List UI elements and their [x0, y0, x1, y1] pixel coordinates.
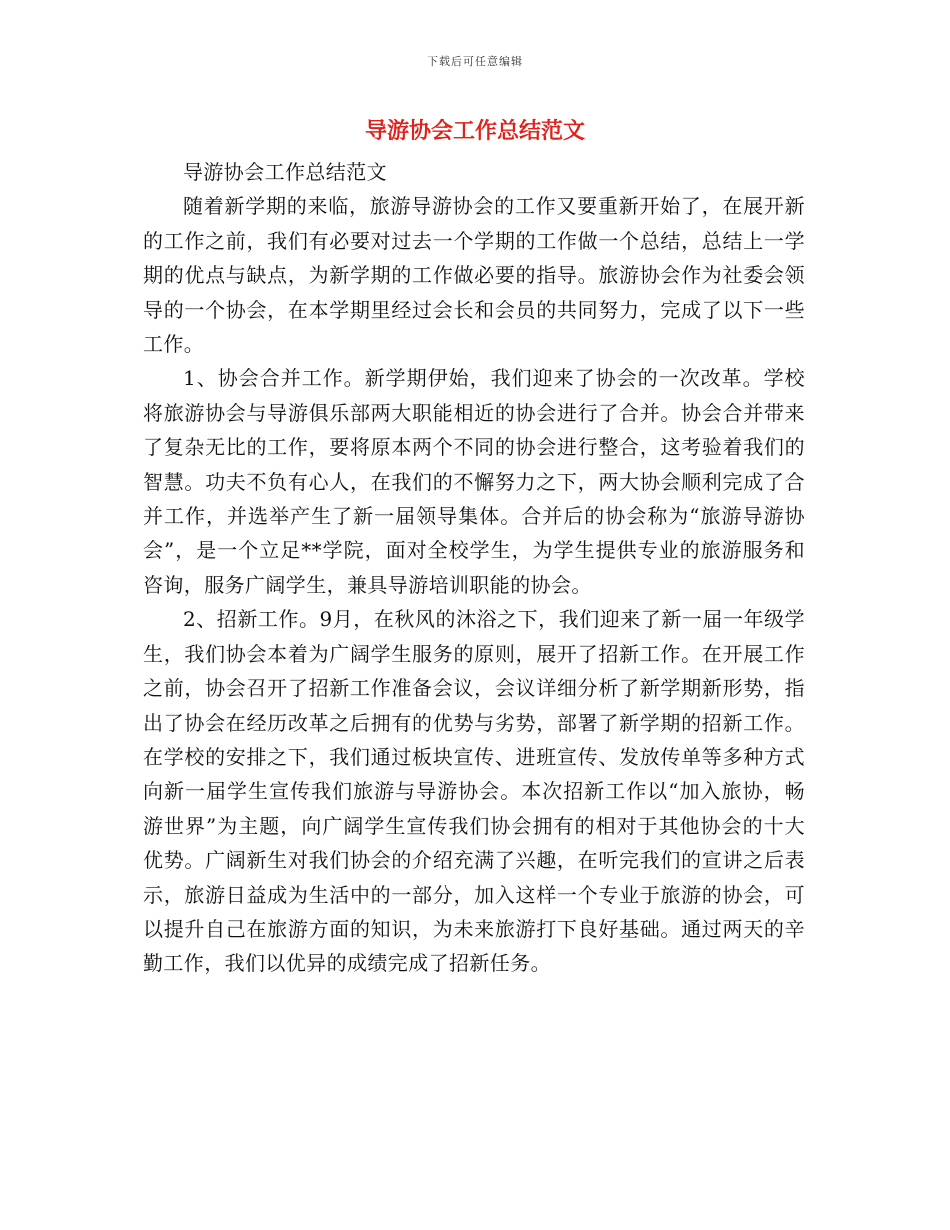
document-title: 导游协会工作总结范文: [364, 119, 585, 144]
document-body: [143, 155, 805, 981]
intro-paragraph: 随着新学期的来临，旅游导游协会的工作又要重新开始了，在展开新的工作之前，我们有必要对过去一个学期的工作做一个总结，总结上一学期的优点与缺点，为新学期的工作做必要的指导。旅游协会作为社委会领导的一个协会，在本学期里经过会长和会员的共同努力，完成了以下一些工作。: [143, 194, 805, 357]
recruitment-paragraph: 2、招新工作。9月，在秋风的沐浴之下，我们迎来了新一届一年级学生，我们协会本着为广阔学生服务的原则，展开了招新工作。在开展工作之前，协会召开了招新工作准备会议，会议详细分析了新学期新形势，指出了协会在经历改革之后拥有的优势与劣势，部署了新学期的招新工作。在学校的安排之下，我们通过板块宣传、进班宣传、发放传单等多种方式向新一届学生宣传我们旅游与导游协会。本次招新工作以“加入旅协，畅游世界”为主题，向广阔学生宣传我们协会拥有的相对于其他协会的十大优势。广阔新生对我们协会的介绍充满了兴趣，在听完我们的宣讲之后表示，旅游日益成为生活中的一部分，加入这样一个专业于旅游的协会，可以提升自己在旅游方面的知识，为未来旅游打下良好基础。通过两天的辛勤工作，我们以优异的成绩完成了招新任务。: [143, 607, 805, 976]
header-note: 下载后可任意编辑: [427, 55, 523, 68]
subtitle-paragraph: 导游协会工作总结范文: [183, 160, 387, 184]
merge-work-paragraph: 1、协会合并工作。新学期伊始，我们迎来了协会的一次改革。学校将旅游协会与导游俱乐部两大职能相近的协会进行了合并。协会合并带来了复杂无比的工作，要将原本两个不同的协会进行整合，这考验着我们的智慧。功夫不负有心人，在我们的不懈努力之下，两大协会顺利完成了合并工作，并选举产生了新一届领导集体。合并后的协会称为“旅游导游协会”，是一个立足**学院，面对全校学生，为学生提供专业的旅游服务和咨询，服务广阔学生，兼具导游培训职能的协会。: [143, 366, 805, 597]
